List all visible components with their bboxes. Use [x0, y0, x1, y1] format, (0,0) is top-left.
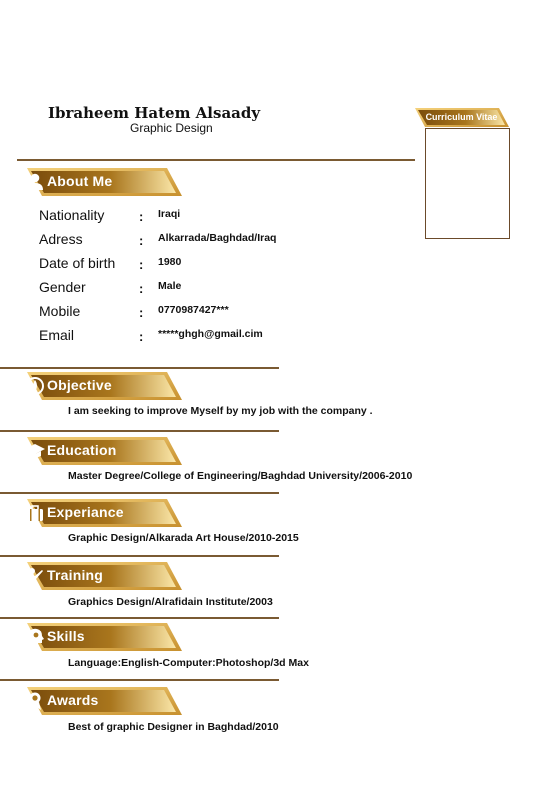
- info-label: Email: [39, 327, 75, 343]
- training-banner: [25, 561, 183, 591]
- info-value: 0770987427***: [158, 304, 229, 316]
- resume-name: Ibraheem Hatem Alsaady: [48, 104, 261, 122]
- info-colon: :: [139, 257, 144, 272]
- training-title: Training: [47, 567, 104, 583]
- awards-text: Best of graphic Designer in Baghdad/2010: [68, 721, 279, 733]
- info-label: Mobile: [39, 303, 81, 319]
- teacher-icon: [25, 566, 45, 586]
- info-label: Adress: [39, 231, 83, 247]
- divider: [0, 492, 279, 494]
- info-colon: :: [139, 209, 144, 224]
- skills-banner: [25, 622, 183, 652]
- info-label: Date of birth: [39, 255, 116, 271]
- divider: [0, 617, 279, 619]
- info-colon: :: [139, 305, 144, 320]
- divider: [0, 430, 279, 432]
- awards-banner: [25, 686, 183, 716]
- briefcase-icon: [25, 503, 45, 523]
- info-label: Gender: [39, 279, 86, 295]
- skills-title: Skills: [47, 628, 85, 644]
- person-icon: [25, 172, 45, 192]
- cv-tab: [413, 107, 510, 128]
- info-row-mobile: [39, 303, 369, 325]
- education-text: Master Degree/College of Engineering/Baghdad University/2006-2010: [68, 470, 413, 482]
- info-colon: :: [139, 329, 144, 344]
- graduation-cap-icon: [25, 441, 45, 461]
- info-row-gender: [39, 279, 369, 301]
- divider: [0, 679, 279, 681]
- objective-text: I am seeking to improve Myself by my job with the company .: [68, 405, 373, 417]
- awards-title: Awards: [47, 692, 99, 708]
- objective-banner: [25, 371, 183, 401]
- header-divider: [17, 159, 415, 161]
- photo-placeholder: [425, 128, 510, 239]
- experience-text: Graphic Design/Alkarada Art House/2010-2015: [68, 532, 299, 544]
- about-banner: [25, 167, 183, 197]
- info-colon: :: [139, 281, 144, 296]
- info-value: Male: [158, 280, 182, 292]
- experience-banner: [25, 498, 183, 528]
- skills-text: Language:English-Computer:Photoshop/3d Max: [68, 657, 309, 669]
- info-row-email: [39, 327, 369, 349]
- about-title: About Me: [47, 173, 113, 189]
- cv-tab-label: Curriculum Vitae: [425, 112, 498, 122]
- info-row-dob: [39, 255, 369, 277]
- info-row-nationality: [39, 207, 369, 229]
- award-ribbon-icon: [25, 691, 45, 711]
- divider: [0, 367, 279, 369]
- resume-subtitle: Graphic Design: [130, 121, 213, 135]
- objective-title: Objective: [47, 377, 112, 393]
- target-icon: [25, 376, 45, 396]
- education-banner: [25, 436, 183, 466]
- training-text: Graphics Design/Alrafidain Institute/2003: [68, 596, 273, 608]
- experience-title: Experiance: [47, 504, 124, 520]
- head-gear-icon: [25, 627, 45, 647]
- info-value: Iraqi: [158, 208, 181, 220]
- divider: [0, 555, 279, 557]
- info-label: Nationality: [39, 207, 105, 223]
- info-value: 1980: [158, 256, 182, 268]
- info-value: Alkarrada/Baghdad/Iraq: [158, 232, 277, 244]
- education-title: Education: [47, 442, 117, 458]
- info-value: *****ghgh@gmail.cim: [158, 328, 263, 340]
- info-colon: :: [139, 233, 144, 248]
- info-row-address: [39, 231, 369, 253]
